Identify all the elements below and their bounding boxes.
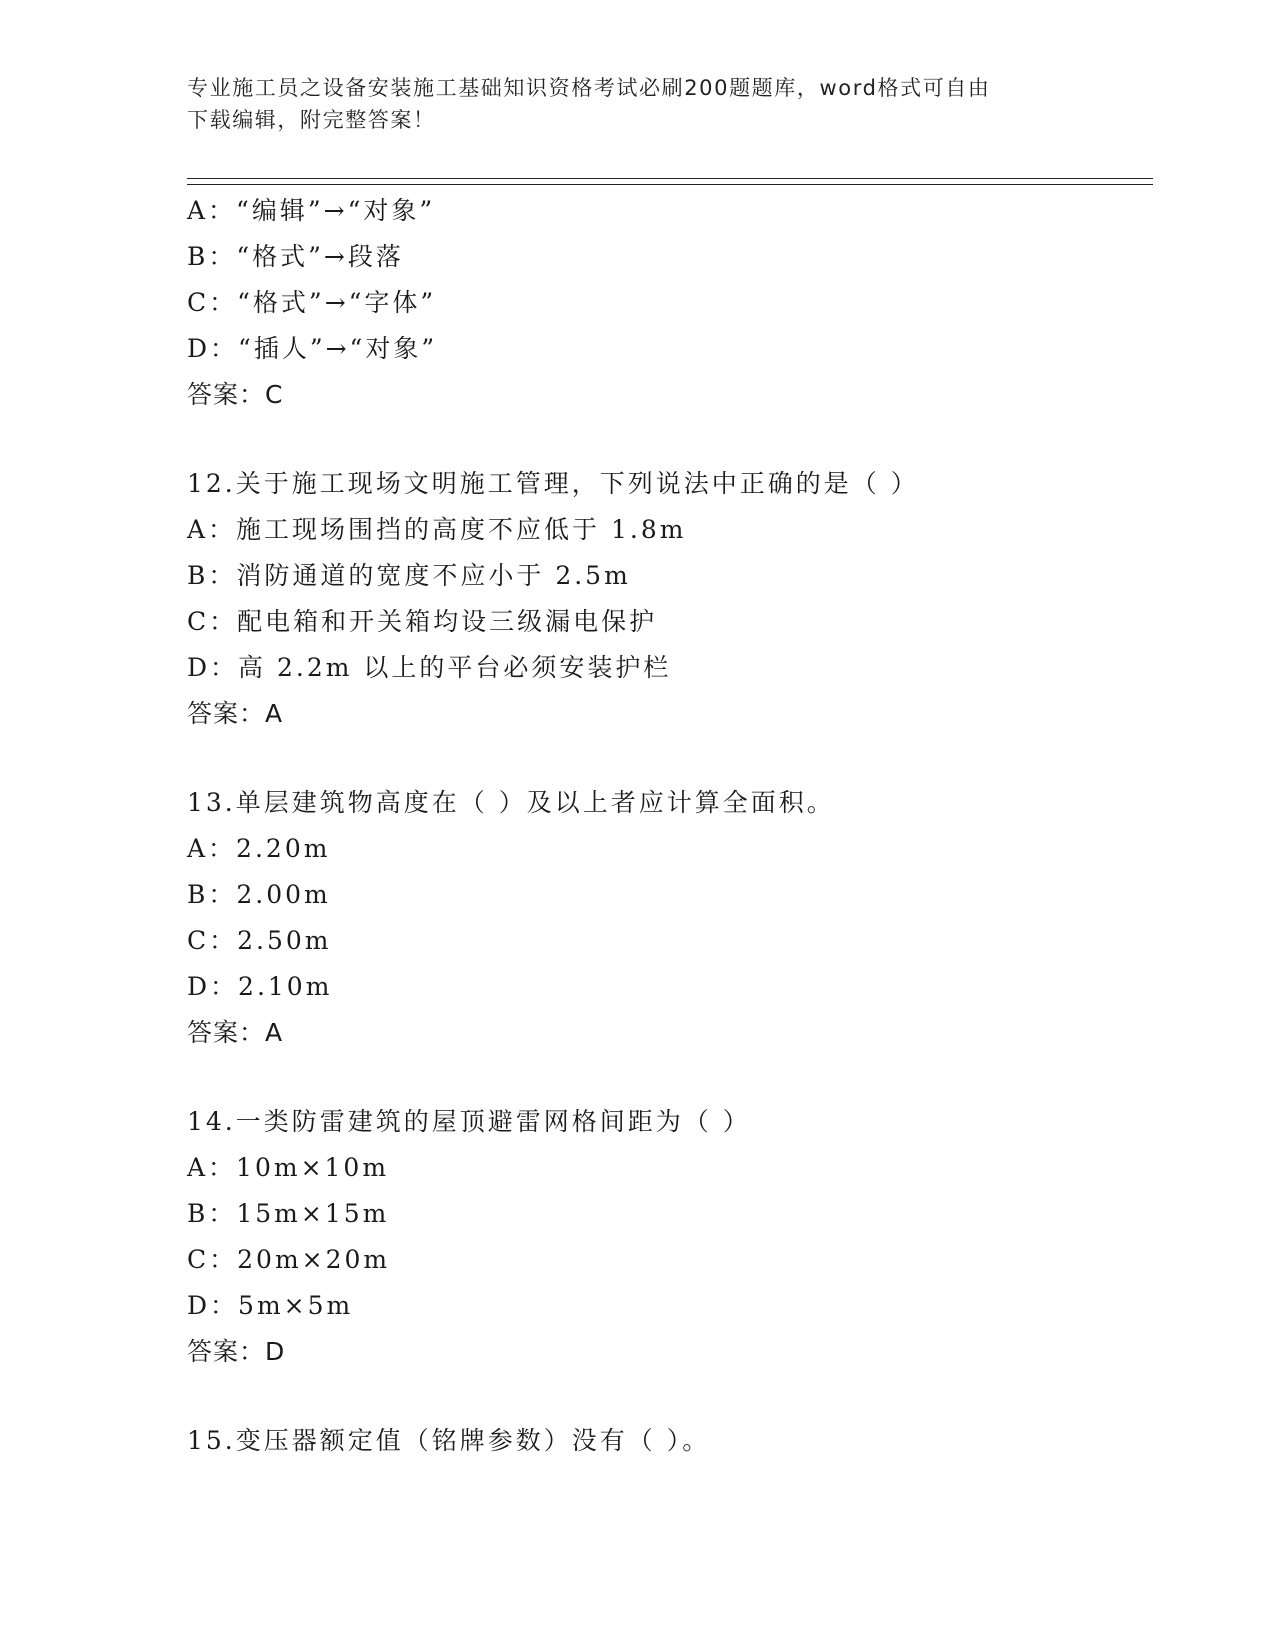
option-b: B：15m×15m [187,1199,390,1228]
question-block-14 [187,1099,1153,1375]
option-b: B：“格式”→段落 [187,242,404,271]
header-divider [187,178,1153,185]
option-d: D：5m×5m [187,1291,354,1320]
option-b: B：2.00m [187,880,331,909]
question-list [187,188,1153,1464]
question-text: 15.变压器额定值（铭牌参数）没有（ ）。 [187,1426,711,1455]
option-c: C：2.50m [187,926,332,955]
question-block-11 [187,188,1153,418]
document-header [187,72,1067,136]
answer-line: 答案：A [187,699,284,728]
option-c: C：20m×20m [187,1245,391,1274]
option-a: A：施工现场围挡的高度不应低于 1.8m [187,515,687,544]
answer-line: 答案：D [187,1337,286,1366]
header-line-1: 专业施工员之设备安装施工基础知识资格考试必刷200题题库，word格式可自由 [187,76,991,100]
question-block-15 [187,1418,1153,1464]
option-a: A：“编辑”→“对象” [187,196,436,225]
question-block-12 [187,461,1153,737]
question-text: 12.关于施工现场文明施工管理，下列说法中正确的是（ ） [187,469,919,498]
option-c: C：配电箱和开关箱均设三级漏电保护 [187,607,658,636]
option-a: A：10m×10m [187,1153,390,1182]
question-text: 14.一类防雷建筑的屋顶避雷网格间距为（ ） [187,1107,751,1136]
answer-line: 答案：A [187,1018,284,1047]
option-d: D：“插人”→“对象” [187,334,438,363]
answer-line: 答案：C [187,380,284,409]
option-c: C：“格式”→“字体” [187,288,437,317]
option-d: D：2.10m [187,972,333,1001]
option-d: D：高 2.2m 以上的平台必须安装护栏 [187,653,672,682]
option-b: B：消防通道的宽度不应小于 2.5m [187,561,631,590]
question-text: 13.单层建筑物高度在（ ）及以上者应计算全面积。 [187,788,835,817]
header-line-2: 下载编辑，附完整答案！ [187,108,436,132]
question-block-13 [187,780,1153,1056]
option-a: A：2.20m [187,834,331,863]
